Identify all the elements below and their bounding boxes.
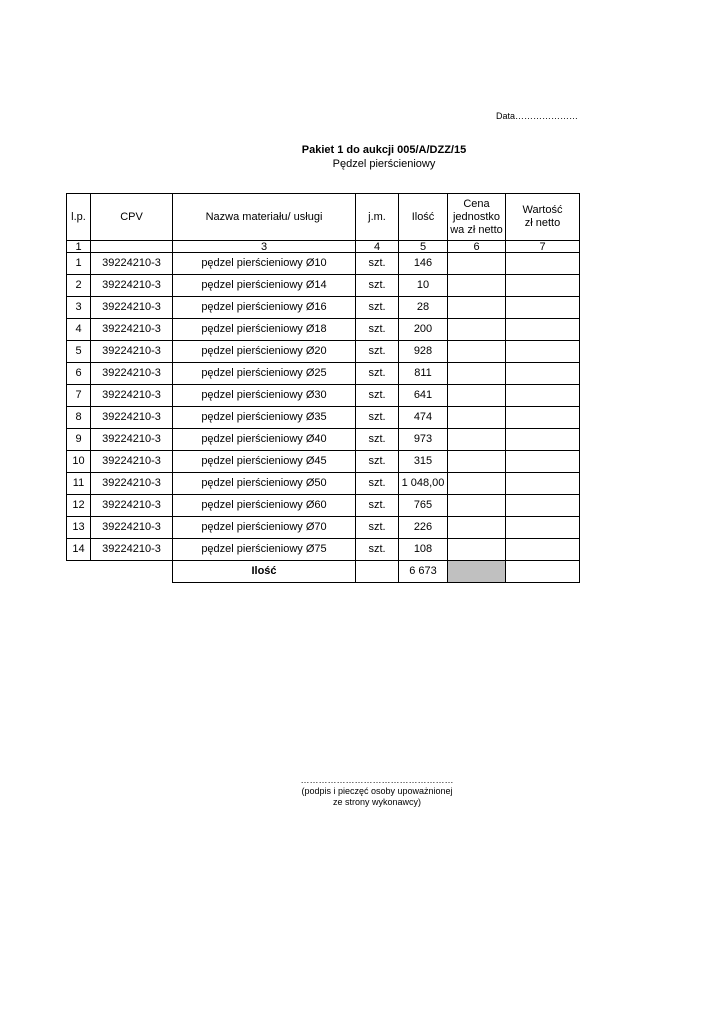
cell-lp: 9 (67, 429, 91, 451)
cell-cpv: 39224210-3 (91, 539, 173, 561)
col-number: 7 (506, 241, 580, 253)
cell-name: pędzel pierścieniowy Ø16 (173, 297, 356, 319)
document-title: Pakiet 1 do aukcji 005/A/DZZ/15 (301, 144, 467, 156)
empty-cell (506, 561, 580, 583)
empty-cell (67, 561, 91, 583)
cell-lp: 11 (67, 473, 91, 495)
table-row (67, 385, 580, 407)
cell-lp: 12 (67, 495, 91, 517)
cell-value (506, 341, 580, 363)
table-row (67, 341, 580, 363)
signature-caption: ze strony wykonawcy) (332, 797, 422, 807)
cell-name: pędzel pierścieniowy Ø14 (173, 275, 356, 297)
cell-qty: 1 048,00 (399, 473, 448, 495)
table-row (67, 275, 580, 297)
header-name: Nazwa materiału/ usługi (173, 194, 356, 241)
cell-cpv: 39224210-3 (91, 319, 173, 341)
total-qty: 6 673 (399, 561, 448, 583)
cell-unit-price (448, 341, 506, 363)
cell-value (506, 451, 580, 473)
header-lp: l.p. (67, 194, 91, 241)
cell-name: pędzel pierścieniowy Ø35 (173, 407, 356, 429)
cell-name: pędzel pierścieniowy Ø60 (173, 495, 356, 517)
cell-unit-price (448, 407, 506, 429)
cell-unit-price (448, 275, 506, 297)
col-number: 1 (67, 241, 91, 253)
cell-lp: 3 (67, 297, 91, 319)
cell-name: pędzel pierścieniowy Ø45 (173, 451, 356, 473)
signature-caption: (podpis i pieczęć osoby upoważnionej (301, 786, 453, 796)
cell-lp: 14 (67, 539, 91, 561)
cell-unit: szt. (356, 451, 399, 473)
column-number-row (67, 241, 580, 253)
cell-cpv: 39224210-3 (91, 385, 173, 407)
empty-cell (91, 561, 173, 583)
cell-lp: 1 (67, 253, 91, 275)
cell-qty: 200 (399, 319, 448, 341)
cell-name: pędzel pierścieniowy Ø70 (173, 517, 356, 539)
cell-unit: szt. (356, 429, 399, 451)
cell-cpv: 39224210-3 (91, 363, 173, 385)
cell-name: pędzel pierścieniowy Ø20 (173, 341, 356, 363)
table-row (67, 297, 580, 319)
cell-unit-price (448, 363, 506, 385)
cell-value (506, 407, 580, 429)
cell-value (506, 385, 580, 407)
cell-cpv: 39224210-3 (91, 517, 173, 539)
cell-unit: szt. (356, 473, 399, 495)
cell-lp: 4 (67, 319, 91, 341)
cell-qty: 146 (399, 253, 448, 275)
cell-lp: 8 (67, 407, 91, 429)
col-number: 3 (173, 241, 356, 253)
header-value-line2: zł netto (524, 217, 561, 229)
header-qty: Ilość (399, 194, 448, 241)
cell-unit-price (448, 429, 506, 451)
cell-unit: szt. (356, 539, 399, 561)
cell-unit-price (448, 473, 506, 495)
cell-unit: szt. (356, 385, 399, 407)
cell-unit-price (448, 297, 506, 319)
cell-value (506, 517, 580, 539)
cell-name: pędzel pierścieniowy Ø30 (173, 385, 356, 407)
cell-unit-price (448, 539, 506, 561)
cell-unit: szt. (356, 275, 399, 297)
shaded-cell (448, 561, 506, 583)
cell-cpv: 39224210-3 (91, 451, 173, 473)
cell-lp: 13 (67, 517, 91, 539)
cell-name: pędzel pierścieniowy Ø18 (173, 319, 356, 341)
cell-lp: 6 (67, 363, 91, 385)
cell-value (506, 539, 580, 561)
header-value-line1: Wartość (522, 204, 563, 216)
total-row (67, 561, 580, 583)
cell-qty: 474 (399, 407, 448, 429)
col-number (91, 241, 173, 253)
cell-unit-price (448, 385, 506, 407)
cell-unit-price (448, 253, 506, 275)
cell-value (506, 253, 580, 275)
col-number: 5 (399, 241, 448, 253)
header-value (506, 194, 580, 241)
cell-unit: szt. (356, 319, 399, 341)
items-table (66, 193, 580, 583)
cell-value (506, 319, 580, 341)
cell-lp: 2 (67, 275, 91, 297)
cell-qty: 108 (399, 539, 448, 561)
table-row (67, 473, 580, 495)
cell-unit: szt. (356, 363, 399, 385)
col-number: 4 (356, 241, 399, 253)
cell-unit-price (448, 495, 506, 517)
cell-qty: 10 (399, 275, 448, 297)
cell-unit: szt. (356, 253, 399, 275)
date-label: Data………………… (496, 111, 579, 121)
header-unit-price-line1: Cena (463, 197, 490, 210)
signature-block (0, 775, 724, 808)
cell-qty: 765 (399, 495, 448, 517)
cell-qty: 641 (399, 385, 448, 407)
header-unit: j.m. (356, 194, 399, 241)
cell-unit-price (448, 319, 506, 341)
cell-name: pędzel pierścieniowy Ø50 (173, 473, 356, 495)
cell-qty: 28 (399, 297, 448, 319)
table-header-row (67, 194, 580, 241)
cell-qty: 928 (399, 341, 448, 363)
empty-cell (356, 561, 399, 583)
cell-value (506, 363, 580, 385)
cell-qty: 226 (399, 517, 448, 539)
table-body (67, 253, 580, 561)
cell-unit: szt. (356, 297, 399, 319)
cell-value (506, 275, 580, 297)
table-row (67, 429, 580, 451)
cell-cpv: 39224210-3 (91, 495, 173, 517)
table-row (67, 407, 580, 429)
document-title-block (0, 144, 724, 170)
cell-value (506, 473, 580, 495)
cell-unit: szt. (356, 517, 399, 539)
cell-cpv: 39224210-3 (91, 297, 173, 319)
cell-unit: szt. (356, 341, 399, 363)
cell-value (506, 429, 580, 451)
cell-value (506, 495, 580, 517)
cell-qty: 973 (399, 429, 448, 451)
signature-line: …………………………………………… (300, 775, 454, 785)
cell-cpv: 39224210-3 (91, 429, 173, 451)
table-row (67, 539, 580, 561)
cell-cpv: 39224210-3 (91, 341, 173, 363)
cell-name: pędzel pierścieniowy Ø75 (173, 539, 356, 561)
cell-cpv: 39224210-3 (91, 275, 173, 297)
cell-qty: 315 (399, 451, 448, 473)
table-row (67, 517, 580, 539)
cell-cpv: 39224210-3 (91, 473, 173, 495)
table-row (67, 363, 580, 385)
table-row (67, 253, 580, 275)
cell-name: pędzel pierścieniowy Ø10 (173, 253, 356, 275)
cell-cpv: 39224210-3 (91, 407, 173, 429)
cell-lp: 7 (67, 385, 91, 407)
document-subtitle: Pędzel pierścieniowy (332, 158, 436, 170)
cell-name: pędzel pierścieniowy Ø40 (173, 429, 356, 451)
header-unit-price-line3: wa zł netto (450, 223, 503, 236)
total-label: Ilość (173, 561, 356, 583)
table-row (67, 451, 580, 473)
cell-unit-price (448, 451, 506, 473)
cell-qty: 811 (399, 363, 448, 385)
cell-lp: 5 (67, 341, 91, 363)
cell-unit: szt. (356, 495, 399, 517)
cell-name: pędzel pierścieniowy Ø25 (173, 363, 356, 385)
cell-cpv: 39224210-3 (91, 253, 173, 275)
cell-unit: szt. (356, 407, 399, 429)
cell-unit-price (448, 517, 506, 539)
header-cpv: CPV (91, 194, 173, 241)
cell-lp: 10 (67, 451, 91, 473)
header-unit-price (448, 194, 506, 241)
col-number: 6 (448, 241, 506, 253)
table-row (67, 319, 580, 341)
cell-value (506, 297, 580, 319)
header-unit-price-line2: jednostko (452, 210, 501, 223)
table-row (67, 495, 580, 517)
